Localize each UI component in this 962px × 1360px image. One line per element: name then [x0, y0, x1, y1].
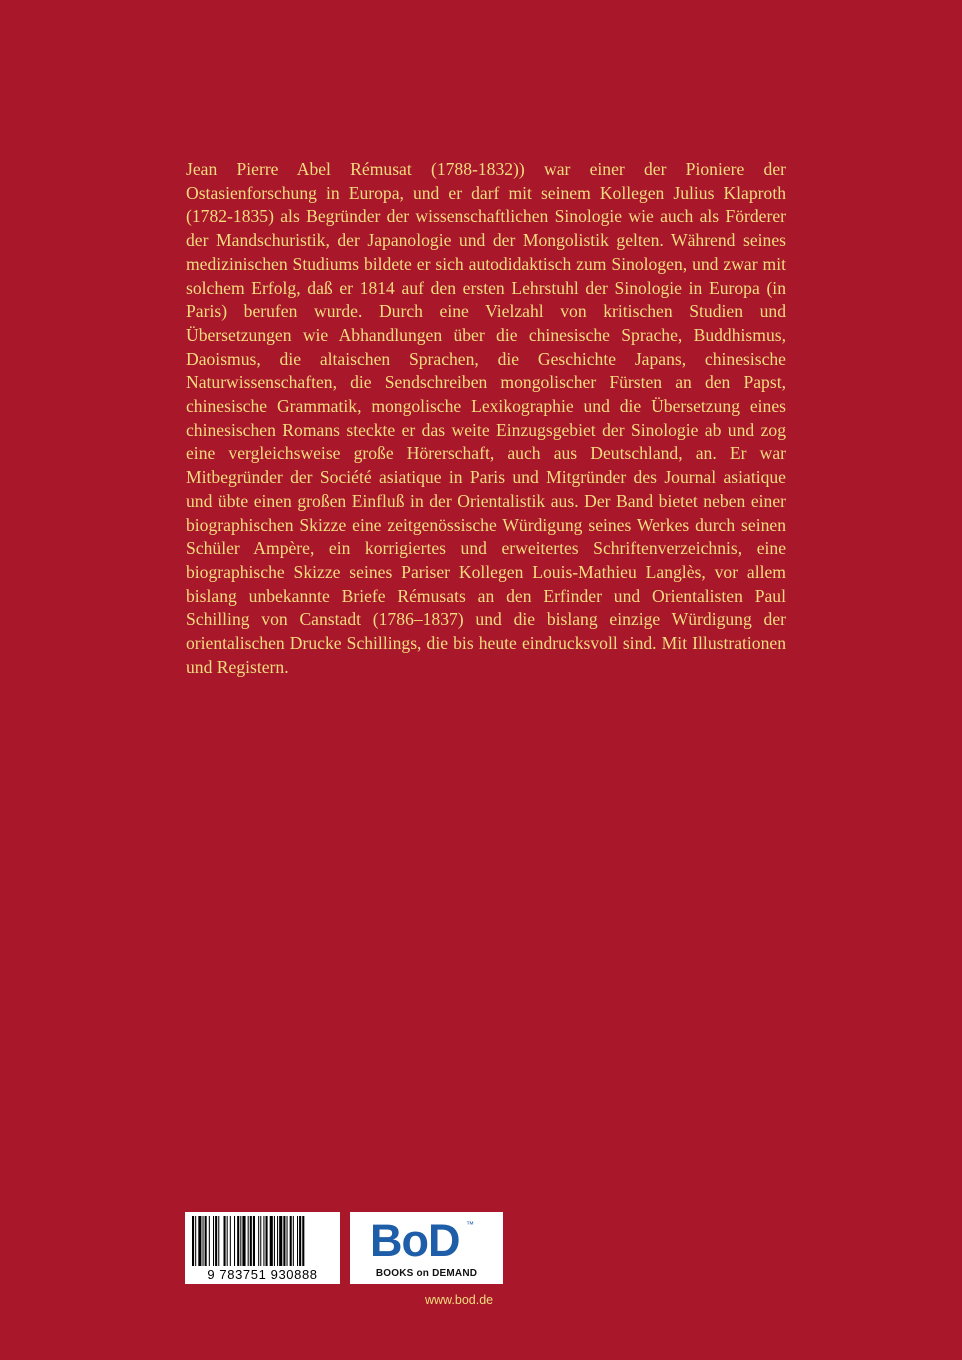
publisher-url: www.bod.de: [425, 1293, 494, 1307]
bod-logo-text: BoD: [370, 1215, 460, 1266]
publisher-logo: [350, 1212, 503, 1284]
bod-tagline: BOOKS on DEMAND: [375, 1268, 478, 1279]
isbn-number: 9 783751 930888: [207, 1267, 318, 1282]
book-description: Jean Pierre Abel Rémusat (1788-1832)) war einer der Pioniere der Ostasienforschung in Europa, und er darf mit seinem Kollegen Julius Klaproth (1782-1835) als Begründer der wissenschaftlichen Sinologie wie auch als Förderer der Mandschuristik, der Japanologie und der Mongolistik gelten. Während seines medizinischen Studiums bildete er sich autodidaktisch zum Sinologen, und zwar mit solchem Erfolg, daß er 1814 auf den ersten Lehrstuhl der Sinologie in Europa (in Paris) berufen wurde. Durch eine Vielzahl von kritischen Studien und Übersetzungen wie Abhandlungen über die chinesische Sprache, Buddhismus, Daoismus, die altaischen Sprachen, die Geschichte Japans, chinesische Naturwissenschaften, die Sendschreiben mongolischer Fürsten an den Papst, chinesische Grammatik, mongolische Lexikographie und die Übersetzung eines chinesischen Romans steckte er das weite Einzugsgebiet der Sinologie ab und zog eine vergleichsweise große Hörerschaft, auch aus Deutschland, an. Er war Mitbegründer der Société asiatique in Paris und Mitgründer des Journal asiatique und übte einen großen Einfluß in der Orientalistik aus. Der Band bietet neben einer biographischen Skizze eine zeitgenössische Würdigung seines Werkes durch seinen Schüler Ampère, ein korrigiertes und erweitertes Schriftenverzeichnis, eine biographische Skizze seines Pariser Kollegen Louis-Mathieu Langlès, vor allem bislang unbekannte Briefe Rémusats an den Erfinder und Orientalisten Paul Schilling von Canstadt (1786–1837) und die bislang einzige Würdigung der orientalischen Drucke Schillings, die bis heute eindrucksvoll sind. Mit Illustrationen und Registern.: [186, 159, 786, 677]
isbn-barcode: [185, 1212, 340, 1284]
barcode-bars-icon: [190, 1216, 335, 1266]
trademark-symbol: ™: [466, 1220, 474, 1229]
